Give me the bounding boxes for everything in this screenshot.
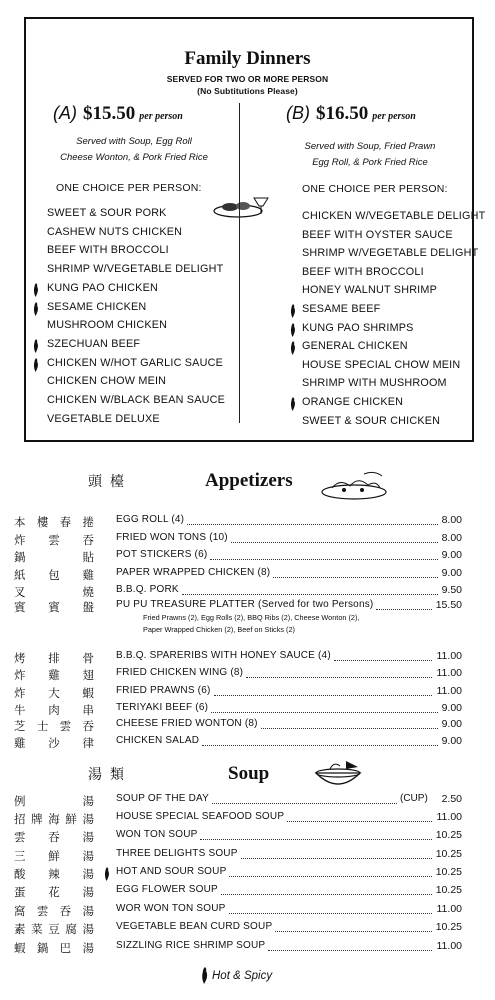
dinner-a-item: CHICKEN W/HOT GARLIC SAUCE bbox=[47, 356, 223, 369]
appetizer-row bbox=[0, 514, 495, 532]
hot-spicy-pepper-icon bbox=[288, 304, 297, 318]
dinner-b-served-line-1: Served with Soup, Fried Prawn bbox=[304, 141, 436, 152]
dinner-a-served bbox=[34, 134, 234, 166]
appetizer-name: B.B.Q. PORK bbox=[116, 584, 179, 595]
appetizer-row bbox=[0, 718, 495, 736]
appetizer-chinese-name: 叉 燒 bbox=[14, 585, 94, 599]
dinner-b-item: BEEF WITH BROCCOLI bbox=[302, 265, 424, 278]
dinner-a-item: CHICKEN W/BLACK BEAN SAUCE bbox=[47, 394, 225, 406]
soup-row bbox=[0, 940, 495, 958]
appetizer-price: 9.50 bbox=[441, 584, 462, 596]
dinner-a-item: SHRIMP W/VEGETABLE DELIGHT bbox=[47, 263, 224, 276]
dinner-a-per-person: per person bbox=[139, 111, 183, 122]
appetizer-leader-dots bbox=[182, 594, 438, 595]
soup-size: (CUP) bbox=[400, 793, 428, 804]
soup-name: SOUP OF THE DAY bbox=[116, 793, 210, 804]
appetizer-name: PAPER WRAPPED CHICKEN (8) bbox=[116, 567, 271, 578]
hot-spicy-pepper-icon bbox=[288, 323, 297, 337]
dinner-a-item: SESAME CHICKEN bbox=[47, 300, 147, 313]
dinner-a-letter: (A) bbox=[53, 103, 77, 123]
hot-spicy-pepper-icon bbox=[102, 867, 111, 881]
appetizer-price: 11.00 bbox=[436, 650, 462, 662]
dinner-a-served-line-1: Served with Soup, Egg Roll bbox=[76, 136, 192, 147]
soup-row bbox=[0, 921, 495, 939]
dinner-a-item: CHICKEN CHOW MEIN bbox=[47, 375, 167, 388]
appetizer-leader-dots bbox=[261, 728, 438, 729]
dinner-a-item: CASHEW NUTS CHICKEN bbox=[47, 225, 183, 238]
appetizer-row bbox=[0, 735, 495, 753]
soup-row bbox=[0, 903, 495, 921]
appetizer-chinese-name: 烤 排 骨 bbox=[14, 651, 94, 665]
dinner-b-price: $16.50 bbox=[316, 103, 369, 124]
appetizer-chinese-name: 炸 大 蝦 bbox=[14, 686, 94, 700]
dinner-plate-illustration bbox=[210, 194, 272, 220]
soup-name: HOUSE SPECIAL SEAFOOD SOUP bbox=[116, 811, 285, 822]
appetizer-name: FRIED PRAWNS (6) bbox=[116, 685, 211, 696]
appetizer-tray-illustration bbox=[318, 468, 390, 502]
appetizer-row bbox=[0, 549, 495, 567]
soup-price: 10.25 bbox=[435, 884, 462, 896]
hot-spicy-pepper-icon bbox=[31, 339, 40, 353]
dinner-b-served-line-2: Egg Roll, & Pork Fried Rice bbox=[312, 157, 428, 168]
appetizer-name: POT STICKERS (6) bbox=[116, 549, 208, 560]
appetizer-name: CHICKEN SALAD bbox=[116, 735, 200, 746]
appetizer-chinese-name: 芝 士 雲 吞 bbox=[14, 719, 94, 733]
dinner-column-divider bbox=[239, 103, 240, 423]
dinner-b-item: BEEF WITH OYSTER SAUCE bbox=[302, 228, 453, 241]
dinner-b-served bbox=[272, 139, 468, 171]
hot-spicy-pepper-icon bbox=[31, 283, 40, 297]
soup-chinese-name: 招 牌 海 鮮 湯 bbox=[14, 812, 94, 826]
appetizer-name: CHEESE FRIED WONTON (8) bbox=[116, 718, 258, 729]
appetizer-chinese-name: 本 樓 春 捲 bbox=[14, 515, 94, 529]
soup-leader-dots bbox=[229, 913, 432, 914]
appetizer-leader-dots bbox=[202, 745, 438, 746]
dinner-a-item: SZECHUAN BEEF bbox=[47, 337, 141, 350]
appetizer-name: EGG ROLL (4) bbox=[116, 514, 185, 525]
dinner-b-item: GENERAL CHICKEN bbox=[302, 340, 408, 353]
soup-leader-dots bbox=[229, 876, 432, 877]
soup-leader-dots bbox=[221, 894, 432, 895]
soup-leader-dots bbox=[212, 803, 397, 804]
dinner-b-item: ORANGE CHICKEN bbox=[302, 396, 404, 408]
soup-chinese-name: 三 鮮 湯 bbox=[14, 849, 94, 863]
soup-bowl-icon bbox=[312, 757, 364, 791]
soup-row bbox=[0, 848, 495, 866]
dinner-b-choice-label: ONE CHOICE PER PERSON: bbox=[302, 183, 448, 195]
soup-leader-dots bbox=[200, 839, 432, 840]
soup-chinese-name: 窩 雲 吞 湯 bbox=[14, 904, 94, 918]
appetizer-price: 15.50 bbox=[435, 599, 462, 611]
dinner-a-price: $15.50 bbox=[83, 103, 136, 124]
soup-name: HOT AND SOUR SOUP bbox=[116, 866, 227, 877]
dinner-a-item: VEGETABLE DELUXE bbox=[47, 412, 160, 425]
soup-price: 11.00 bbox=[436, 811, 462, 823]
soup-chinese-name: 素 菜 豆 腐 湯 bbox=[14, 922, 94, 936]
appetizer-row bbox=[0, 650, 495, 668]
dinner-b-price-line bbox=[286, 103, 416, 125]
soup-name: WON TON SOUP bbox=[116, 829, 198, 840]
platter-note-line-1: Fried Prawns (2), Egg Rolls (2), BBQ Ribs (2), Cheese Wonton (2), bbox=[143, 613, 360, 622]
dinner-a-price-line bbox=[53, 103, 183, 125]
dinner-a-item: SWEET & SOUR PORK bbox=[47, 207, 167, 219]
appetizer-name: B.B.Q. SPARERIBS WITH HONEY SAUCE (4) bbox=[116, 650, 331, 661]
appetizer-price: 9.00 bbox=[441, 735, 462, 747]
appetizer-row bbox=[0, 685, 495, 703]
appetizer-price: 9.00 bbox=[441, 702, 462, 714]
appetizer-chinese-name: 紙 包 雞 bbox=[14, 568, 94, 582]
soup-chinese-name: 例 湯 bbox=[14, 794, 94, 808]
appetizer-row bbox=[0, 567, 495, 585]
soup-row bbox=[0, 884, 495, 902]
soup-leader-dots bbox=[275, 931, 432, 932]
soup-title: Soup bbox=[228, 763, 270, 784]
appetizer-leader-dots bbox=[246, 677, 432, 678]
soup-name: EGG FLOWER SOUP bbox=[116, 884, 218, 895]
soup-price: 10.25 bbox=[435, 866, 462, 878]
appetizer-leader-dots bbox=[376, 609, 432, 610]
soup-row bbox=[0, 811, 495, 829]
soup-row bbox=[0, 793, 495, 811]
appetizers-title: Appetizers bbox=[205, 470, 293, 491]
soup-name: VEGETABLE BEAN CURD SOUP bbox=[116, 921, 273, 932]
appetizer-leader-dots bbox=[273, 577, 438, 578]
dinner-a-item: KUNG PAO CHICKEN bbox=[47, 281, 158, 294]
appetizer-price: 11.00 bbox=[436, 685, 462, 697]
dinner-b-item: SWEET & SOUR CHICKEN bbox=[302, 414, 441, 427]
appetizers-title-chinese: 頭檯 bbox=[88, 474, 132, 490]
family-dinners-subtitle: SERVED FOR TWO OR MORE PERSON bbox=[166, 74, 329, 84]
appetizer-leader-dots bbox=[187, 524, 438, 525]
appetizer-price: 11.00 bbox=[436, 667, 462, 679]
hot-spicy-pepper-icon bbox=[31, 302, 40, 316]
dinner-b-item: HOUSE SPECIAL CHOW MEIN bbox=[302, 358, 461, 371]
soup-name: SIZZLING RICE SHRIMP SOUP bbox=[116, 940, 266, 951]
dinner-a-choice-label: ONE CHOICE PER PERSON: bbox=[56, 182, 202, 194]
appetizer-name: FRIED CHICKEN WING (8) bbox=[116, 667, 244, 678]
family-dinners-subnote: (No Subtitutions Please) bbox=[197, 86, 298, 96]
dinner-b-item: SESAME BEEF bbox=[302, 303, 381, 315]
appetizer-chinese-name: 賓 賓 盤 bbox=[14, 600, 94, 614]
appetizer-price: 9.00 bbox=[441, 718, 462, 730]
appetizer-name: PU PU TREASURE PLATTER (Served for two Persons) bbox=[116, 599, 374, 610]
soup-chinese-name: 酸 辣 湯 bbox=[14, 867, 94, 881]
hot-spicy-pepper-icon bbox=[288, 341, 297, 355]
soup-leader-dots bbox=[268, 950, 432, 951]
soup-name: THREE DELIGHTS SOUP bbox=[116, 848, 238, 859]
dinner-b-item: SHRIMP WITH MUSHROOM bbox=[302, 377, 447, 390]
dinner-b-item: KUNG PAO SHRIMPS bbox=[302, 321, 414, 334]
platter-note-line-2: Paper Wrapped Chicken (2), Beef on Sticks (2) bbox=[143, 625, 295, 634]
appetizer-chinese-name: 雞 沙 律 bbox=[14, 736, 94, 750]
appetizer-price: 8.00 bbox=[441, 514, 462, 526]
soup-chinese-name: 蛋 花 湯 bbox=[14, 885, 94, 899]
appetizer-leader-dots bbox=[334, 660, 432, 661]
appetizer-leader-dots bbox=[210, 559, 438, 560]
hot-spicy-legend: Hot & Spicy bbox=[212, 970, 273, 982]
appetizer-chinese-name: 炸 雲 吞 bbox=[14, 533, 94, 547]
appetizer-leader-dots bbox=[214, 695, 432, 696]
dinner-b-item: CHICKEN W/VEGETABLE DELIGHT bbox=[302, 210, 486, 222]
appetizer-chinese-name: 鍋 貼 bbox=[14, 550, 94, 564]
dinner-a-served-line-2: Cheese Wonton, & Pork Fried Rice bbox=[60, 152, 208, 163]
soup-chinese-name: 蝦 鍋 巴 湯 bbox=[14, 941, 94, 955]
soup-price: 10.25 bbox=[435, 848, 462, 860]
dinner-a-item: BEEF WITH BROCCOLI bbox=[47, 244, 169, 257]
family-dinners-title: Family Dinners bbox=[184, 48, 311, 69]
soup-price: 10.25 bbox=[435, 921, 462, 933]
soup-leader-dots bbox=[241, 858, 432, 859]
soup-leader-dots bbox=[287, 821, 432, 822]
soup-price: 2.50 bbox=[441, 793, 462, 805]
hot-spicy-pepper-icon bbox=[198, 966, 210, 986]
soup-price: 10.25 bbox=[435, 829, 462, 841]
appetizer-leader-dots bbox=[231, 542, 438, 543]
soup-title-chinese: 湯類 bbox=[88, 767, 132, 783]
appetizer-leader-dots bbox=[211, 712, 438, 713]
soup-price: 11.00 bbox=[436, 903, 462, 915]
appetizer-row bbox=[0, 667, 495, 685]
soup-row bbox=[0, 829, 495, 847]
appetizer-name: FRIED WON TONS (10) bbox=[116, 532, 228, 543]
appetizer-price: 8.00 bbox=[441, 532, 462, 544]
appetizer-chinese-name: 牛 肉 串 bbox=[14, 703, 94, 717]
appetizer-chinese-name: 炸 雞 翅 bbox=[14, 668, 94, 682]
appetizer-price: 9.00 bbox=[441, 567, 462, 579]
appetizer-row bbox=[0, 532, 495, 550]
dinner-b-letter: (B) bbox=[286, 103, 310, 123]
platter-contents-note bbox=[143, 612, 359, 636]
soup-row bbox=[0, 866, 495, 884]
hot-spicy-pepper-icon bbox=[31, 358, 40, 372]
soup-name: WOR WON TON SOUP bbox=[116, 903, 226, 914]
dinner-b-item: SHRIMP W/VEGETABLE DELIGHT bbox=[302, 247, 479, 260]
hot-spicy-pepper-icon bbox=[288, 397, 297, 411]
soup-price: 11.00 bbox=[436, 940, 462, 952]
dinner-b-per-person: per person bbox=[372, 111, 416, 122]
dinner-b-item: HONEY WALNUT SHRIMP bbox=[302, 284, 437, 297]
appetizer-name: TERIYAKI BEEF (6) bbox=[116, 702, 209, 713]
appetizer-price: 9.00 bbox=[441, 549, 462, 561]
soup-chinese-name: 雲 吞 湯 bbox=[14, 830, 94, 844]
dinner-a-item: MUSHROOM CHICKEN bbox=[47, 319, 168, 332]
